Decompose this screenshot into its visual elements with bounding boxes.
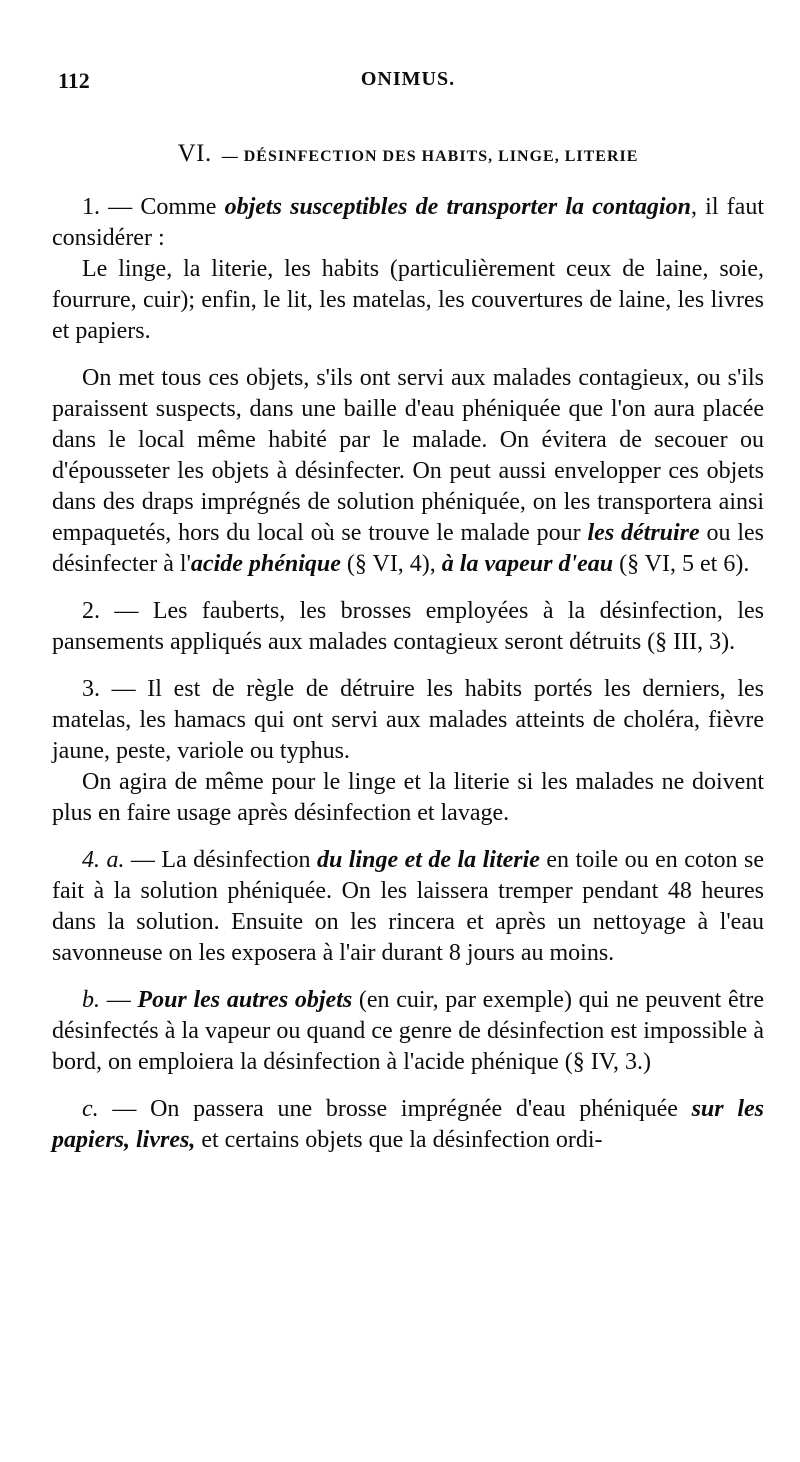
item-number: 1. <box>82 194 100 220</box>
paragraph-3: 2. — Les fauberts, les brosses employées à la désinfection, les pansements appliqués aux malades contagieux seront détruits (§ III, 3). <box>52 598 764 655</box>
italic-phrase: acide phénique <box>190 551 341 577</box>
paragraph-7: c. — On passera une brosse imprégnée d'eau phéniquée sur les papiers, livres, et certains objets que la désinfection ordi- <box>52 1096 764 1153</box>
paragraph-4-continued: On agira de même pour le linge et la literie si les malades ne doivent plus en faire usage après désinfection et lavage. <box>52 769 764 826</box>
item-number: 3. <box>82 676 100 702</box>
item-number: 2. <box>82 598 100 624</box>
item-number: 4. a. <box>82 847 125 873</box>
paragraph-5: 4. a. — La désinfection du linge et de la literie en toile ou en coton se fait à la solution phéniquée. On les laissera tremper pendant 48 heures dans la solution. Ensuite on les rincera et après un nettoyage à l'eau savonneuse on les exposera à l'air durant 8 jours au moins. <box>52 847 765 966</box>
paragraph-2: On met tous ces objets, s'ils ont servi aux malades contagieux, ou s'ils paraissent suspects, dans une baille d'eau phéniquée que l'on aura placée dans le local même habité par le malade. On évitera de secouer ou d'épousseter les objets à désinfecter. On peut aussi envelopper ces objets dans des draps imprégnés de solution phéniquée, on les transportera ainsi empaquetés, hors du local où se trouve le malade pour les détruire ou les désinfecter à l'acide phénique (§ VI, 4), à la vapeur d'eau (§ VI, 5 et 6). <box>52 365 764 577</box>
italic-phrase: sur les papiers, livres, <box>52 1096 764 1153</box>
paragraph-1-list: Le linge, la literie, les habits (particulièrement ceux de laine, soie, fourrure, cuir); enfin, le lit, les matelas, les couvertures de laine, les livres et papiers. <box>52 256 764 344</box>
italic-phrase: objets susceptibles de transporter la contagion <box>224 194 691 220</box>
running-head <box>52 68 764 98</box>
item-number: c. <box>82 1096 99 1122</box>
italic-phrase: Pour les autres objets <box>137 987 353 1013</box>
body-text <box>52 192 764 1156</box>
running-head-author: ONIMUS. <box>360 68 456 90</box>
paragraph-4: 3. — Il est de règle de détruire les habits portés les derniers, les matelas, les hamacs qui ont servi aux malades atteints de choléra, fièvre jaune, peste, variole ou typhus. <box>52 676 764 764</box>
paragraph-1: 1. — Comme objets susceptibles de transporter la contagion, il faut considérer : <box>52 194 764 251</box>
paragraph-6: b. — Pour les autres objets (en cuir, par exemple) qui ne peuvent être désinfectés à la vapeur ou quand ce genre de désinfection est impossible à bord, on emploiera la désinfection à l'acide phénique (§ IV, 3.) <box>52 987 765 1075</box>
book-page <box>52 0 764 1462</box>
section-title <box>52 140 764 168</box>
section-heading: — DÉSINFECTION DES HABITS, LINGE, LITERIE <box>221 148 639 165</box>
italic-phrase: du linge et de la literie <box>316 847 540 873</box>
page-number: 112 <box>58 68 90 93</box>
italic-phrase: à la vapeur d'eau <box>441 551 614 577</box>
italic-phrase: les détruire <box>587 520 700 546</box>
section-number: VI. <box>177 140 212 167</box>
item-number: b. <box>82 987 100 1013</box>
